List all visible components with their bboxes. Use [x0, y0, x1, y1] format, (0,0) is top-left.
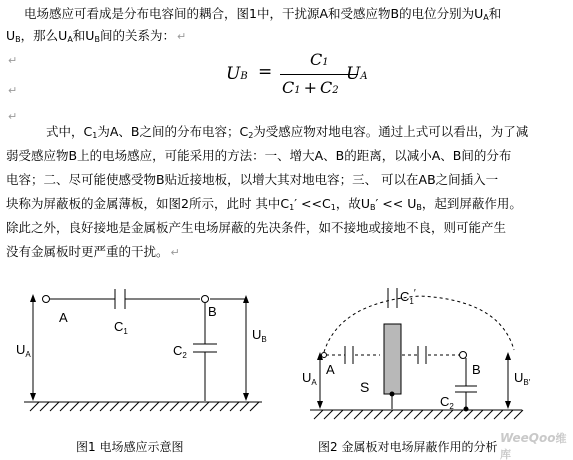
empty-line [6, 108, 17, 124]
fig1-label-b: B [208, 304, 217, 319]
paragraph-mark: ↵ [170, 246, 180, 259]
fig2-label-b: B [472, 362, 481, 377]
fig1-label-ua: $U_A$ [16, 342, 31, 359]
subscript: A [483, 13, 489, 22]
watermark-suffix: 维库 [500, 432, 567, 460]
shield-plate [384, 324, 401, 394]
text-run: U [6, 28, 16, 43]
figure2-caption: 图2 金属板对电场屏蔽作用的分析 [318, 440, 498, 454]
empty-line [6, 82, 17, 98]
fig1-label-a: A [59, 310, 68, 325]
text-run: 和U [72, 28, 95, 43]
paragraph1-line2 [6, 28, 186, 47]
empty-line [6, 52, 17, 68]
paragraph-mark: ↵ [8, 84, 18, 97]
figure1-diagram [0, 278, 280, 438]
fig2-label-c2: $C_2$ [440, 394, 454, 411]
formula-lhs: UB [226, 64, 248, 84]
paragraph2-line3: 电容；二、尽可能使感受物B贴近接地板，以增大其对地电容；三、 可以在AB之间插入一 [6, 172, 499, 187]
subscript: B [94, 35, 100, 44]
subscript: A [67, 35, 73, 44]
formula-numerator: C1 [310, 50, 329, 69]
fig2-label-ub: $U_{B'}$ [514, 370, 531, 387]
text-run: 和 [488, 6, 502, 21]
paragraph-mark: ↵ [8, 54, 18, 67]
fig1-label-c2: $C_2$ [173, 343, 187, 360]
fig1-label-c1: $C_1$ [114, 319, 128, 336]
paragraph2-line4: 块称为屏蔽板的金属薄板，如图2所示，此时 其中$C_1' <<C_1$，故$U_B' << U_B$，起到屏蔽作用。 [6, 196, 522, 212]
fig1-label-ub: $U_B$ [252, 327, 267, 344]
paragraph1-line1 [24, 6, 501, 25]
watermark-brand: WeeQoo [500, 431, 556, 445]
formula-rhs: UA [346, 64, 368, 84]
fig2-label-ua: $U_A$ [302, 370, 317, 387]
formula [222, 46, 372, 106]
text-run: 间的关系为： [99, 28, 175, 43]
text-run: 电场感应可看成是分布电容间的耦合，图1中，干扰源A和受感应物B的电位分别为U [24, 6, 484, 21]
paragraph-mark: ↵ [8, 110, 18, 123]
fig2-label-a: A [326, 362, 335, 377]
fig2-label-s: S [360, 379, 370, 395]
text-run: ，那么U [20, 28, 68, 43]
formula-denominator: C1 + C2 [282, 78, 339, 97]
paragraph2-line1: 式中，$C_1$为A、B之间的分布电容；$C_2$为受感应物对地电容。通过上式可以看出，为了减 [46, 124, 529, 140]
paragraph2-line2: 弱受感应物B上的电场感应，可能采用的方法：一、增大A、B的距离，以减小A、B间的分布 [6, 148, 512, 163]
fig2-label-c1prime: $C_1'$ [400, 288, 416, 306]
figure1-caption: 图1 电场感应示意图 [76, 440, 184, 454]
watermark-logo [500, 430, 573, 460]
paragraph2-line5: 除此之外，良好接地是金属板产生电场屏蔽的先决条件，如不接地或接地不良，则可能产生 [6, 220, 507, 235]
figure2-diagram [300, 278, 570, 438]
paragraph2-line6: 没有金属板时更严重的干扰。 ↵ [6, 244, 180, 259]
formula-equals: = [258, 62, 273, 82]
paragraph-mark: ↵ [176, 30, 187, 43]
subscript: B [15, 35, 21, 44]
